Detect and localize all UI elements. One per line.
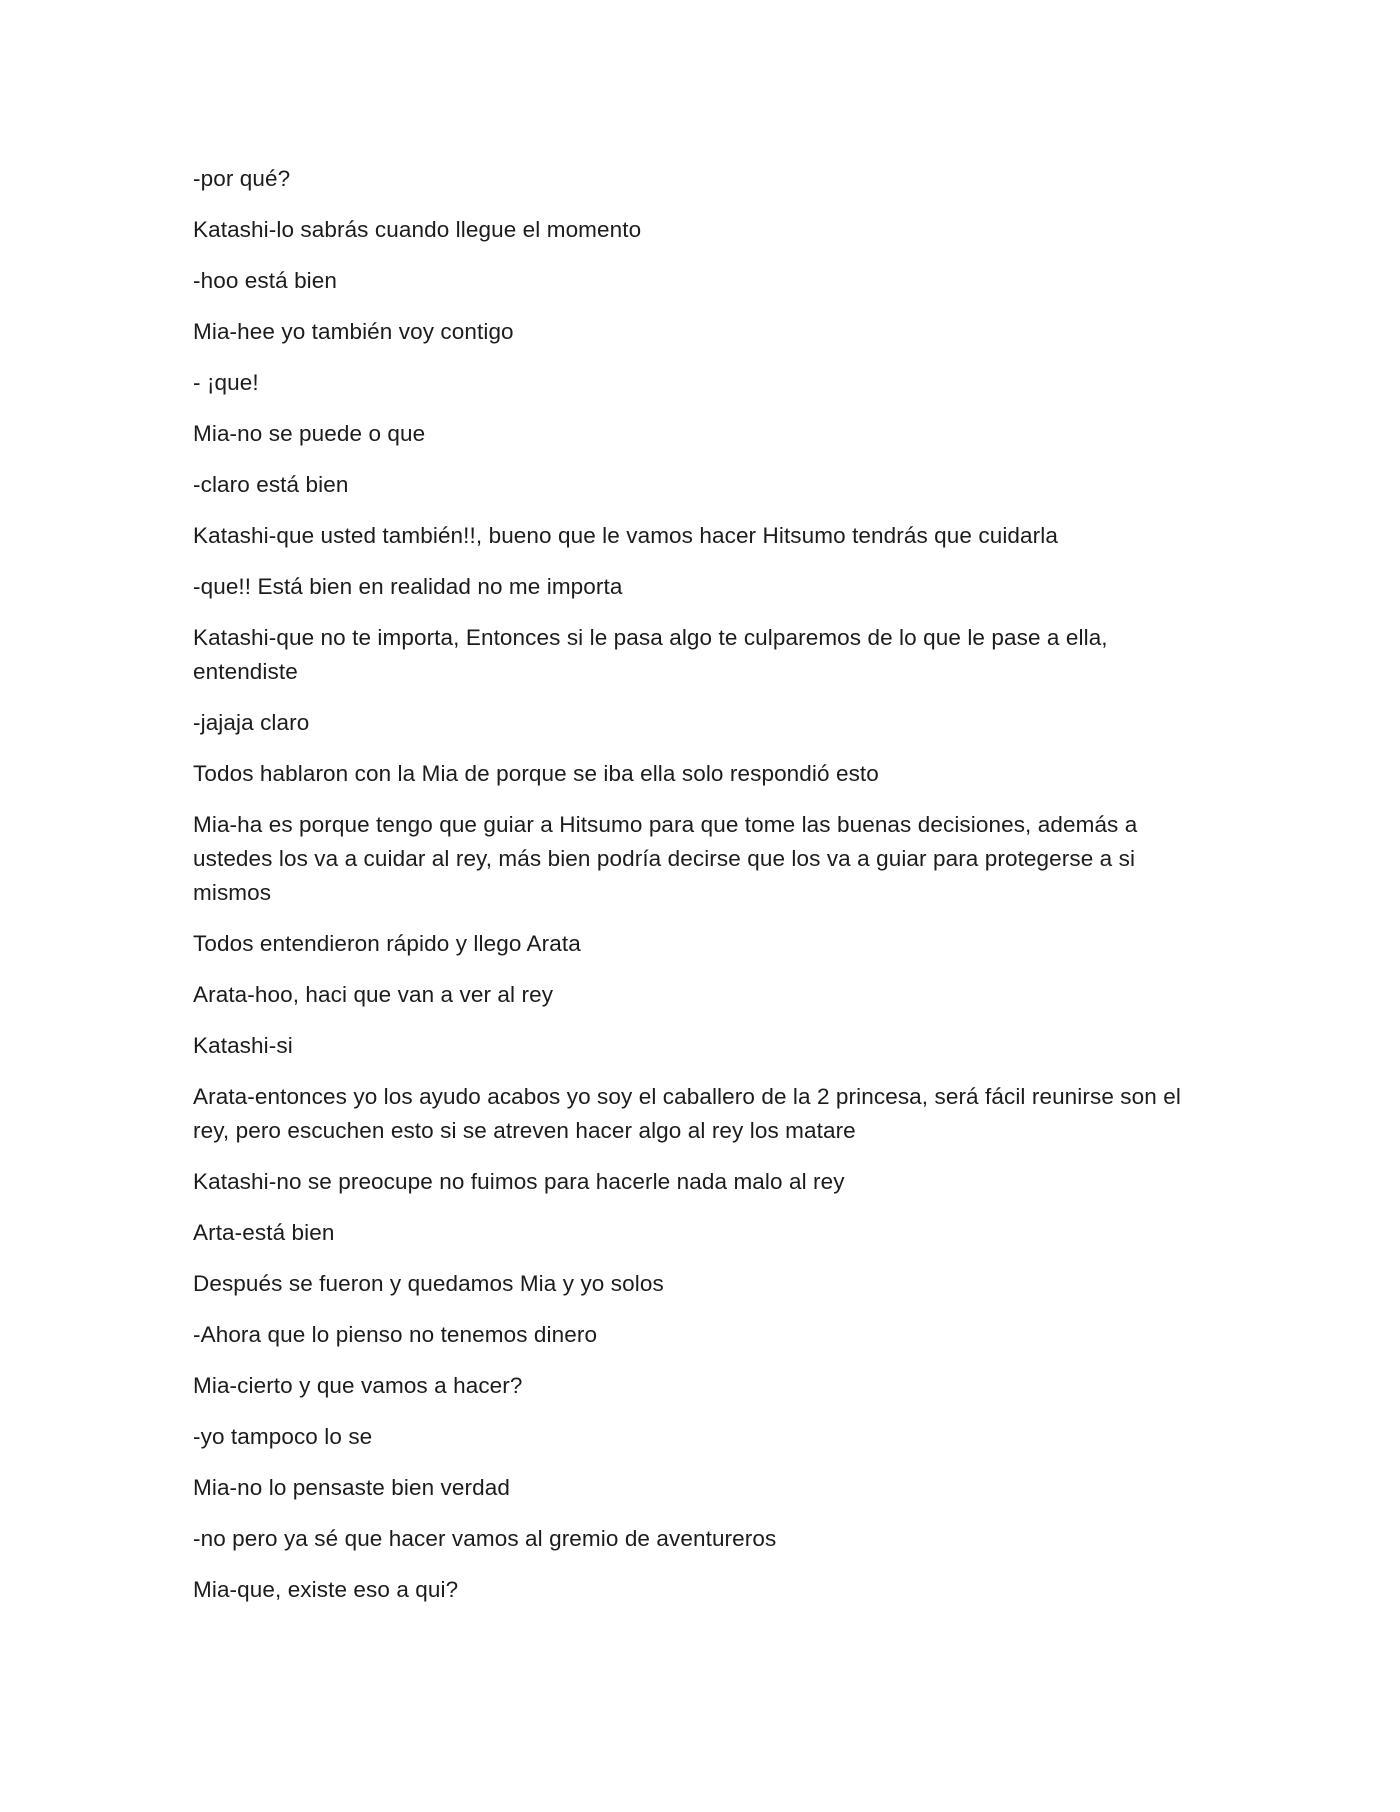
paragraph: Mia-hee yo también voy contigo [193, 319, 514, 344]
paragraph: -Ahora que lo pienso no tenemos dinero [193, 1322, 598, 1347]
paragraph: Katashi-no se preocupe no fuimos para hacerle nada malo al rey [193, 1169, 845, 1194]
paragraph: Katashi-si [193, 1033, 293, 1058]
paragraph: Mia-cierto y que vamos a hacer? [193, 1373, 523, 1398]
paragraph: Mia-no lo pensaste bien verdad [193, 1475, 510, 1500]
paragraph: Arata-entonces yo los ayudo acabos yo soy el caballero de la 2 princesa, será fácil reunirse son el rey, pero escuchen esto si se atreven hacer algo al rey los matare [193, 1084, 1181, 1143]
paragraph: -yo tampoco lo se [193, 1424, 373, 1449]
paragraph: Todos hablaron con la Mia de porque se iba ella solo respondió esto [193, 761, 879, 786]
paragraph: Mia-no se puede o que [193, 421, 426, 446]
paragraph: -hoo está bien [193, 268, 338, 293]
document-body [193, 162, 1213, 1624]
paragraph: Mia-que, existe eso a qui? [193, 1577, 459, 1602]
paragraph: - ¡que! [193, 370, 259, 395]
paragraph: Katashi-que usted también!!, bueno que le vamos hacer Hitsumo tendrás que cuidarla [193, 523, 1058, 548]
paragraph: -no pero ya sé que hacer vamos al gremio de aventureros [193, 1526, 777, 1551]
paragraph: -por qué? [193, 166, 291, 191]
paragraph: Katashi-lo sabrás cuando llegue el momento [193, 217, 642, 242]
paragraph: Katashi-que no te importa, Entonces si le pasa algo te culparemos de lo que le pase a ella, entendiste [193, 625, 1108, 684]
paragraph: Arta-está bien [193, 1220, 335, 1245]
paragraph: Mia-ha es porque tengo que guiar a Hitsumo para que tome las buenas decisiones, además a ustedes los va a cuidar al rey, más bien podría decirse que los va a guiar para protegerse a si mismos [193, 812, 1138, 905]
paragraph: -que!! Está bien en realidad no me importa [193, 574, 623, 599]
paragraph: Después se fueron y quedamos Mia y yo solos [193, 1271, 664, 1296]
paragraph: Arata-hoo, haci que van a ver al rey [193, 982, 554, 1007]
paragraph: Todos entendieron rápido y llego Arata [193, 931, 581, 956]
paragraph: -claro está bien [193, 472, 349, 497]
paragraph: -jajaja claro [193, 710, 310, 735]
